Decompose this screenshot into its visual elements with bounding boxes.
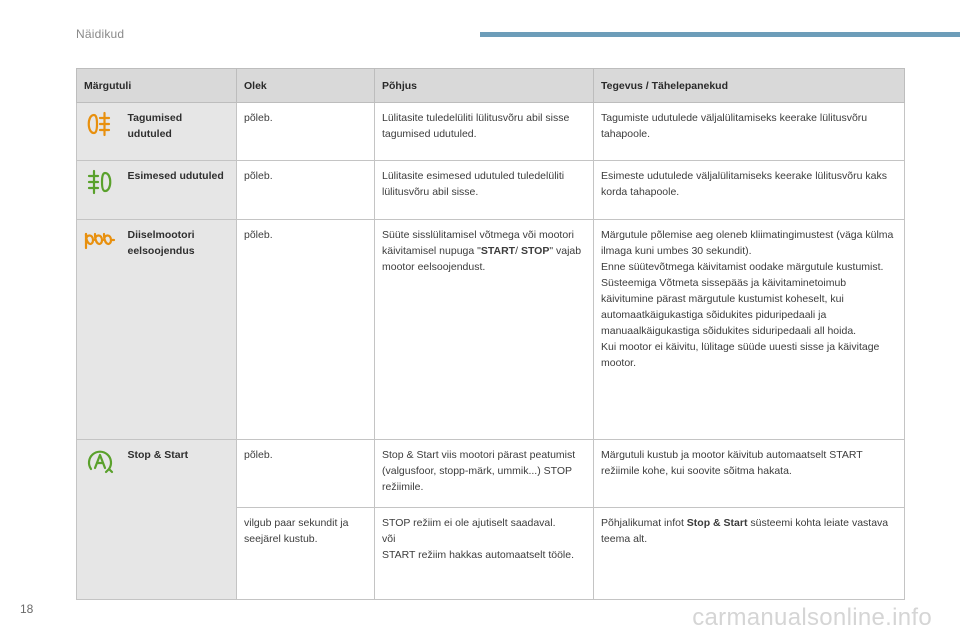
front-fog-light-icon — [77, 169, 123, 195]
indicator-state: põleb. — [237, 103, 375, 161]
rear-fog-light-icon — [77, 111, 123, 137]
indicator-cause: Lülitasite tuledelüliti lülitusvõru abil sisse tagumised udutuled. — [375, 103, 594, 161]
indicator-state: põleb. — [237, 440, 375, 508]
icon-cell — [77, 220, 123, 440]
header-action: Tegevus / Tähelepanekud — [594, 69, 905, 103]
stop-start-icon — [77, 448, 123, 476]
indicator-cause — [375, 508, 594, 600]
indicator-name: Diiselmootori eelsoojendus — [123, 220, 237, 440]
table-row — [77, 440, 905, 508]
indicator-state: põleb. — [237, 220, 375, 440]
watermark: carmanualsonline.info — [692, 604, 932, 631]
indicator-action: Tagumiste udutulede väljalülitamiseks keerake lülitusvõru tahapoole. — [594, 103, 905, 161]
icon-cell — [77, 161, 123, 220]
cause-line: STOP režiim ei ole ajutiselt saadaval. — [382, 517, 556, 529]
indicator-state: vilgub paar sekundit ja seejärel kustub. — [237, 508, 375, 600]
diesel-preheating-icon — [77, 228, 123, 254]
action-line: Kui mootor ei käivitu, lülitage süüde uuesti sisse ja käivitage mootor. — [601, 341, 880, 369]
icon-cell — [77, 103, 123, 161]
action-text-end: süsteemi kohta leiate vastava teema alt. — [601, 517, 889, 545]
action-line: Süsteemiga Võtmeta sissepääs ja käivitaminetoimub käivitumine pärast märgutule kustumist koheselt, kui automaatkäigukastiga sõidukites piduripedaali ja manuaalkäigukastiga sõidukites siduripedaali all hoida. — [601, 277, 857, 337]
table-header-row — [77, 69, 905, 103]
header-indicator: Märgutuli — [77, 69, 237, 103]
indicator-action — [594, 220, 905, 440]
indicator-name: Tagumised udutuled — [123, 103, 237, 161]
cause-text: Süüte sisslülitamisel võtmega või mootori käivitamisel nupuga " — [382, 229, 574, 257]
action-stop-start-label: Stop & Start — [686, 517, 748, 529]
table-row — [77, 103, 905, 161]
icon-cell — [77, 440, 123, 600]
cause-start-label: START — [480, 245, 516, 257]
indicator-action: Esimeste udutulede väljalülitamiseks keerake lülitusvõru kaks korda tahapoole. — [594, 161, 905, 220]
indicator-table — [76, 68, 905, 600]
indicator-state: põleb. — [237, 161, 375, 220]
table-row — [77, 161, 905, 220]
header-cause: Põhjus — [375, 69, 594, 103]
indicator-name: Esimesed udutuled — [123, 161, 237, 220]
action-line: Enne süütevõtmega käivitamist oodake märgutule kustumist. — [601, 261, 884, 273]
cause-text-end: " vajab mootor eelsoojendust. — [382, 245, 582, 273]
cause-stop-label: STOP — [520, 245, 550, 257]
indicator-cause: Stop & Start viis mootori pärast peatumist (valgusfoor, stopp-märk, ummik...) STOP režiimile. — [375, 440, 594, 508]
action-text: Põhjalikumat infot — [601, 517, 687, 529]
action-line: Märgutule põlemise aeg oleneb kliimatingimustest (väga külma ilmaga kuni umbes 30 sekundit). — [601, 229, 894, 257]
indicator-name: Stop & Start — [123, 440, 237, 600]
section-title: Näidikud — [76, 27, 125, 41]
table-row — [77, 220, 905, 440]
indicator-cause: Lülitasite esimesed udutuled tuledelüliti lülitusvõru abil sisse. — [375, 161, 594, 220]
indicator-action: Märgutuli kustub ja mootor käivitub automaatselt START režiimile kohe, kui soovite sõitma hakata. — [594, 440, 905, 508]
header-state: Olek — [237, 69, 375, 103]
cause-separator: / — [515, 245, 521, 257]
indicator-action — [594, 508, 905, 600]
section-accent-bar — [480, 32, 960, 37]
page-number: 18 — [20, 602, 34, 616]
cause-line: või — [382, 533, 396, 545]
cause-line: START režiim hakkas automaatselt tööle. — [382, 549, 574, 561]
indicator-cause — [375, 220, 594, 440]
